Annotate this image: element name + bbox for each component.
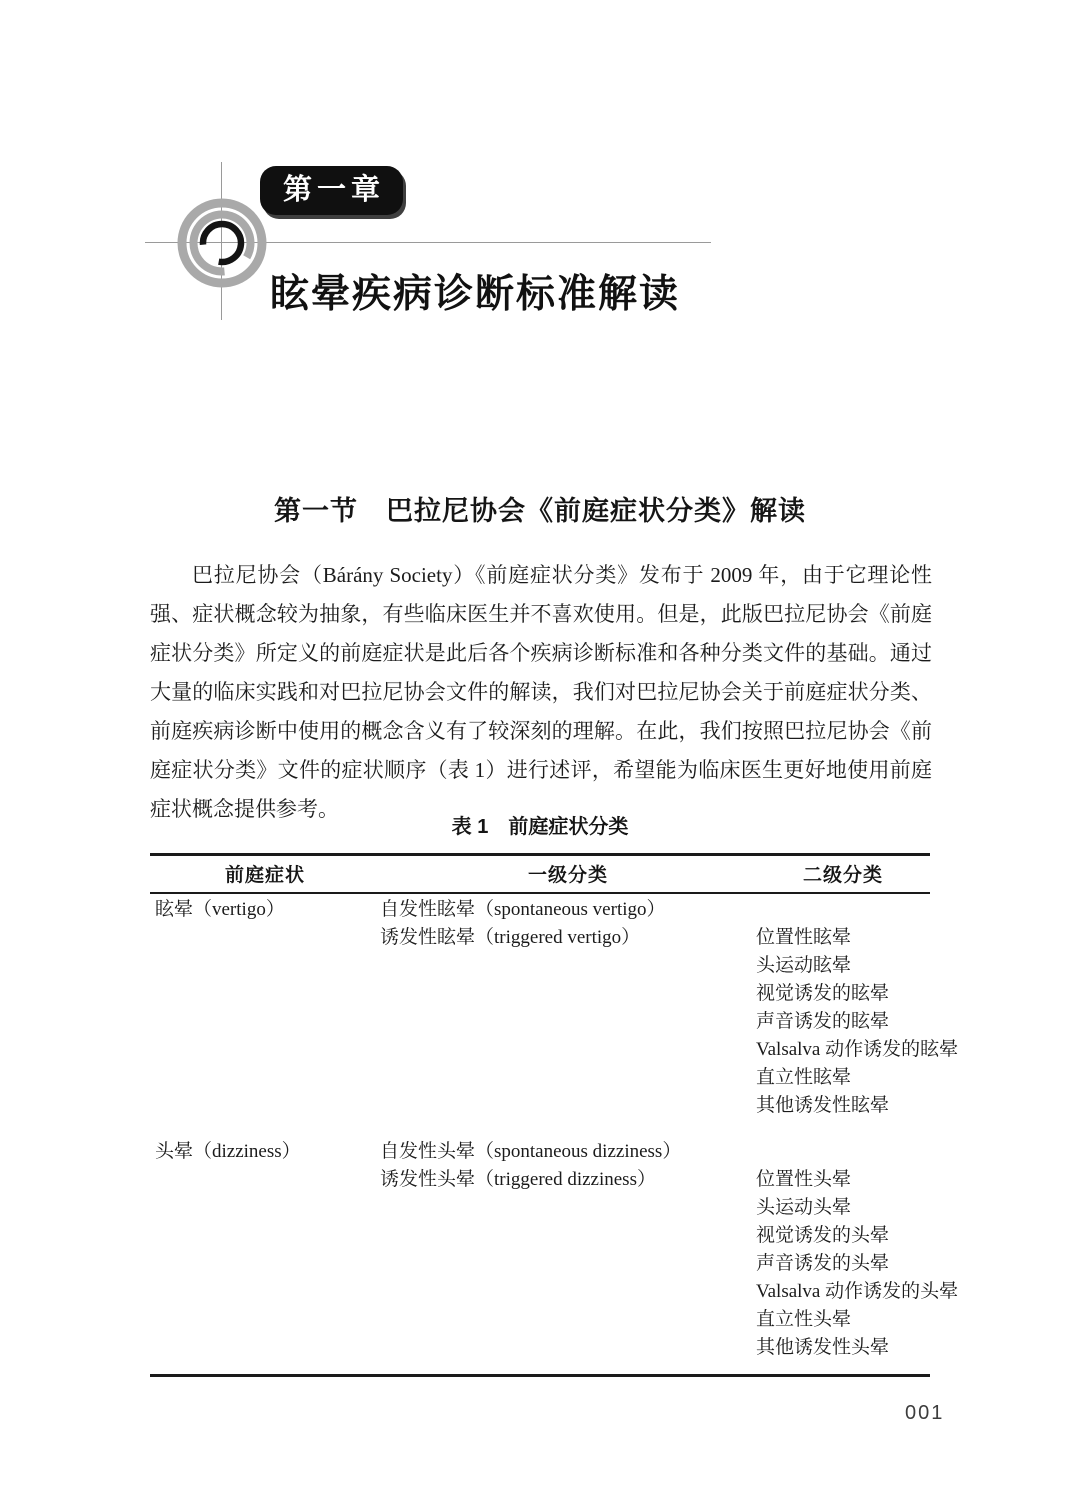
secondary-class-cell: 直立性眩晕: [756, 1066, 852, 1088]
secondary-class-cell: Valsalva 动作诱发的头晕: [756, 1280, 959, 1302]
symptom-cell: [150, 1008, 380, 1036]
page-number: 001: [905, 1402, 945, 1424]
table-row: [150, 980, 930, 1008]
primary-class-cell: [380, 1064, 756, 1092]
secondary-class-cell: 其他诱发性眩晕: [756, 1094, 890, 1116]
secondary-class-cell: Valsalva 动作诱发的眩晕: [756, 1038, 959, 1060]
primary-class-cell: [380, 1008, 756, 1036]
primary-class-cell: 诱发性头晕（triggered dizziness）: [380, 1168, 656, 1190]
primary-class-cell: 诱发性眩晕（triggered vertigo）: [380, 926, 641, 948]
symptom-cell: [150, 1194, 380, 1222]
table-row: [150, 952, 930, 980]
table-header-primary: 一级分类: [380, 855, 756, 893]
table-row: [150, 1222, 930, 1250]
primary-class-cell: [380, 1334, 756, 1376]
secondary-class-cell: [756, 893, 930, 924]
symptom-cell: [150, 980, 380, 1008]
symptom-table: [150, 853, 959, 1377]
secondary-class-cell: 头运动眩晕: [756, 954, 852, 976]
table-row: [150, 1036, 930, 1064]
table-row: [150, 1250, 930, 1278]
secondary-class-cell: 直立性头晕: [756, 1308, 852, 1330]
secondary-class-cell: 视觉诱发的头晕: [756, 1224, 890, 1246]
secondary-class-cell: 声音诱发的眩晕: [756, 1010, 890, 1032]
symptom-cell: [150, 1334, 380, 1376]
secondary-class-cell: 声音诱发的头晕: [756, 1252, 890, 1274]
primary-class-cell: [380, 1306, 756, 1334]
symptom-cell: [150, 1250, 380, 1278]
secondary-class-cell: [756, 1120, 930, 1166]
symptom-cell: [150, 1036, 380, 1064]
table-header-secondary: 二级分类: [756, 855, 930, 893]
section-title: 第一节 巴拉尼协会《前庭症状分类》解读: [274, 496, 806, 526]
chapter-title: 眩晕疾病诊断标准解读: [270, 273, 681, 316]
primary-class-cell: [380, 1036, 756, 1064]
primary-class-cell: [380, 1194, 756, 1222]
table-row: [150, 1092, 930, 1120]
secondary-class-cell: 视觉诱发的眩晕: [756, 982, 890, 1004]
table-caption: 表 1 前庭症状分类: [451, 816, 629, 838]
symptom-cell: 头晕（dizziness）: [155, 1140, 301, 1162]
table-row: [150, 893, 930, 924]
table-header-row: [150, 855, 930, 893]
symptom-cell: [150, 1166, 380, 1194]
primary-class-cell: [380, 1222, 756, 1250]
table-row: [150, 1306, 930, 1334]
table-row: [150, 924, 930, 952]
symptom-cell: [150, 952, 380, 980]
primary-class-cell: 自发性头晕（spontaneous dizziness）: [380, 1140, 682, 1162]
table-row: [150, 1064, 930, 1092]
symptom-cell: [150, 1278, 380, 1306]
symptom-cell: [150, 924, 380, 952]
symptom-cell: 眩晕（vertigo）: [155, 898, 285, 920]
table-row: [150, 1120, 930, 1166]
secondary-class-cell: 其他诱发性头晕: [756, 1336, 890, 1358]
primary-class-cell: [380, 1250, 756, 1278]
secondary-class-cell: 位置性头晕: [756, 1168, 852, 1190]
table-header-symptom: 前庭症状: [150, 855, 380, 893]
symptom-cell: [150, 1306, 380, 1334]
table-row: [150, 1166, 930, 1194]
intro-paragraph: 巴拉尼协会（Bárány Society）《前庭症状分类》发布于 2009 年，由于它理论性强、症状概念较为抽象，有些临床医生并不喜欢使用。但是，此版巴拉尼协会《前庭症状分类》所定义的前庭症状是此后各个疾病诊断标准和各种分类文件的基础。通过大量的临床实践和对巴拉尼协会文件的解读，我们对巴拉尼协会关于前庭症状分类、前庭疾病诊断中使用的概念含义有了较深刻的理解。在此，我们按照巴拉尼协会《前庭症状分类》文件的症状顺序（表 1）进行述评，希望能为临床医生更好地使用前庭症状概念提供参考。: [150, 563, 932, 821]
primary-class-cell: 自发性眩晕（spontaneous vertigo）: [380, 898, 666, 920]
chapter-badge-label: 第一章: [283, 174, 386, 206]
table-row: [150, 1008, 930, 1036]
primary-class-cell: [380, 1278, 756, 1306]
primary-class-cell: [380, 980, 756, 1008]
secondary-class-cell: 头运动头晕: [756, 1196, 852, 1218]
table-row: [150, 1194, 930, 1222]
primary-class-cell: [380, 952, 756, 980]
symptom-cell: [150, 1092, 380, 1120]
table-body: [150, 893, 959, 1376]
table-row: [150, 1278, 930, 1306]
secondary-class-cell: 位置性眩晕: [756, 926, 852, 948]
symptom-cell: [150, 1064, 380, 1092]
primary-class-cell: [380, 1092, 756, 1120]
symptom-cell: [150, 1222, 380, 1250]
table-row: [150, 1334, 930, 1376]
chapter-badge: [260, 166, 403, 215]
